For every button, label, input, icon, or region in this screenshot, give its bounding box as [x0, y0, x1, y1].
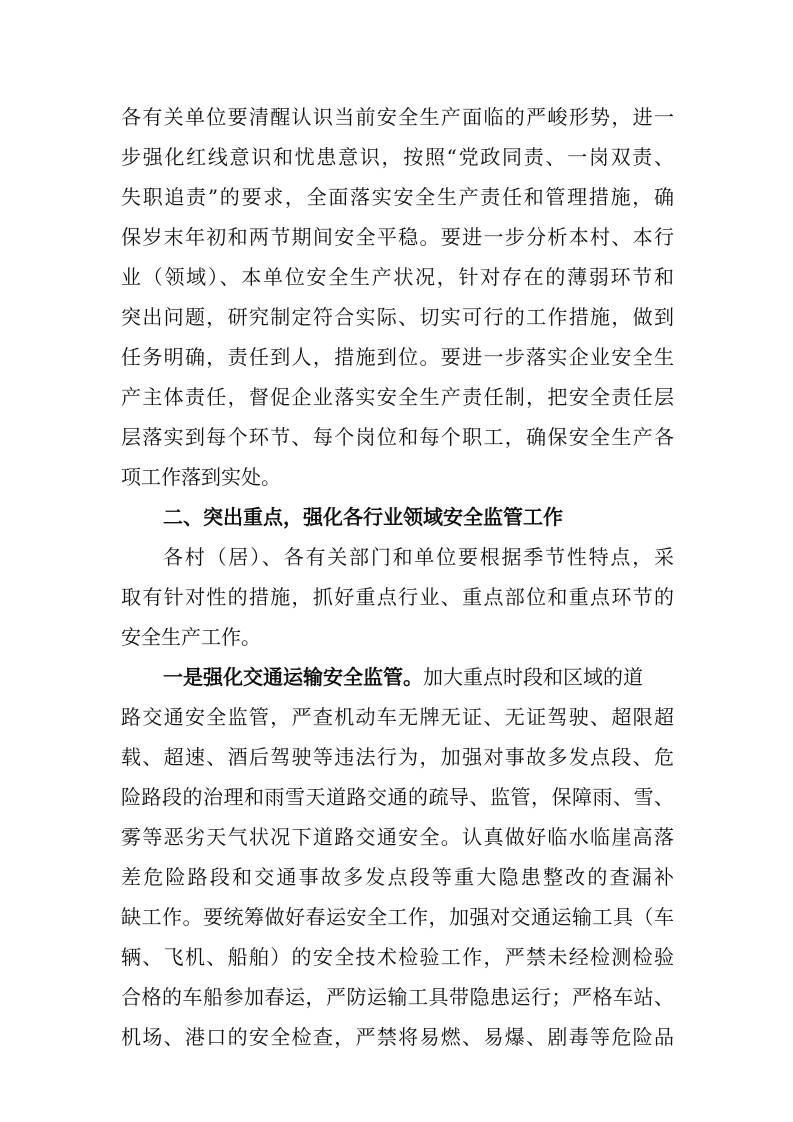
text-line: 层落实到每个环节、每个岗位和每个职工，确保安全生产各: [121, 425, 674, 449]
text-run: 加大重点时段和区域的道: [423, 665, 643, 689]
text-line: 任务明确，责任到人，措施到位。要进一步落实企业安全生: [121, 345, 674, 369]
text-line: 取有针对性的措施，抓好重点行业、重点部位和重点环节的: [121, 585, 674, 609]
text-line: 步强化红线意识和忧患意识，按照“党政同责、一岗双责、: [121, 145, 674, 169]
text-line: 各有关单位要清醒认识当前安全生产面临的严峻形势，进一: [121, 105, 674, 129]
text-line: 险路段的治理和雨雪天道路交通的疏导、监管，保障雨、雪、: [121, 785, 674, 809]
section-heading: 二、突出重点，强化各行业领域安全监管工作: [163, 505, 563, 529]
paragraph-lead: 一是强化交通运输安全监管。: [163, 665, 423, 689]
text-line: 辆、飞机、船舶）的安全技术检验工作，严禁未经检测检验: [121, 945, 674, 969]
text-line: 差危险路段和交通事故多发点段等重大隐患整改的查漏补: [121, 865, 674, 889]
text-line: 突出问题，研究制定符合实际、切实可行的工作措施，做到: [121, 305, 674, 329]
text-line: 安全生产工作。: [121, 625, 261, 649]
text-line: 路交通安全监管，严查机动车无牌无证、无证驾驶、超限超: [121, 705, 674, 729]
text-line: [163, 662, 674, 692]
text-line: 各村（居）、各有关部门和单位要根据季节性特点，采: [163, 545, 674, 569]
text-line: 缺工作。要统筹做好春运安全工作，加强对交通运输工具（车: [121, 905, 674, 929]
text-line: 产主体责任，督促企业落实安全生产责任制，把安全责任层: [121, 385, 674, 409]
text-line: 失职追责”的要求，全面落实安全生产责任和管理措施，确: [121, 185, 674, 209]
text-line: 机场、港口的安全检查，严禁将易燃、易爆、剧毒等危险品: [121, 1025, 674, 1049]
text-line: 载、超速、酒后驾驶等违法行为，加强对事故多发点段、危: [121, 745, 674, 769]
text-line: 业（领域）、本单位安全生产状况，针对存在的薄弱环节和: [121, 265, 674, 289]
text-line: 合格的车船参加春运，严防运输工具带隐患运行；严格车站、: [121, 985, 674, 1009]
text-line: 雾等恶劣天气状况下道路交通安全。认真做好临水临崖高落: [121, 825, 674, 849]
text-line: 保岁末年初和两节期间安全平稳。要进一步分析本村、本行: [121, 225, 674, 249]
text-line: 项工作落到实处。: [121, 465, 281, 489]
